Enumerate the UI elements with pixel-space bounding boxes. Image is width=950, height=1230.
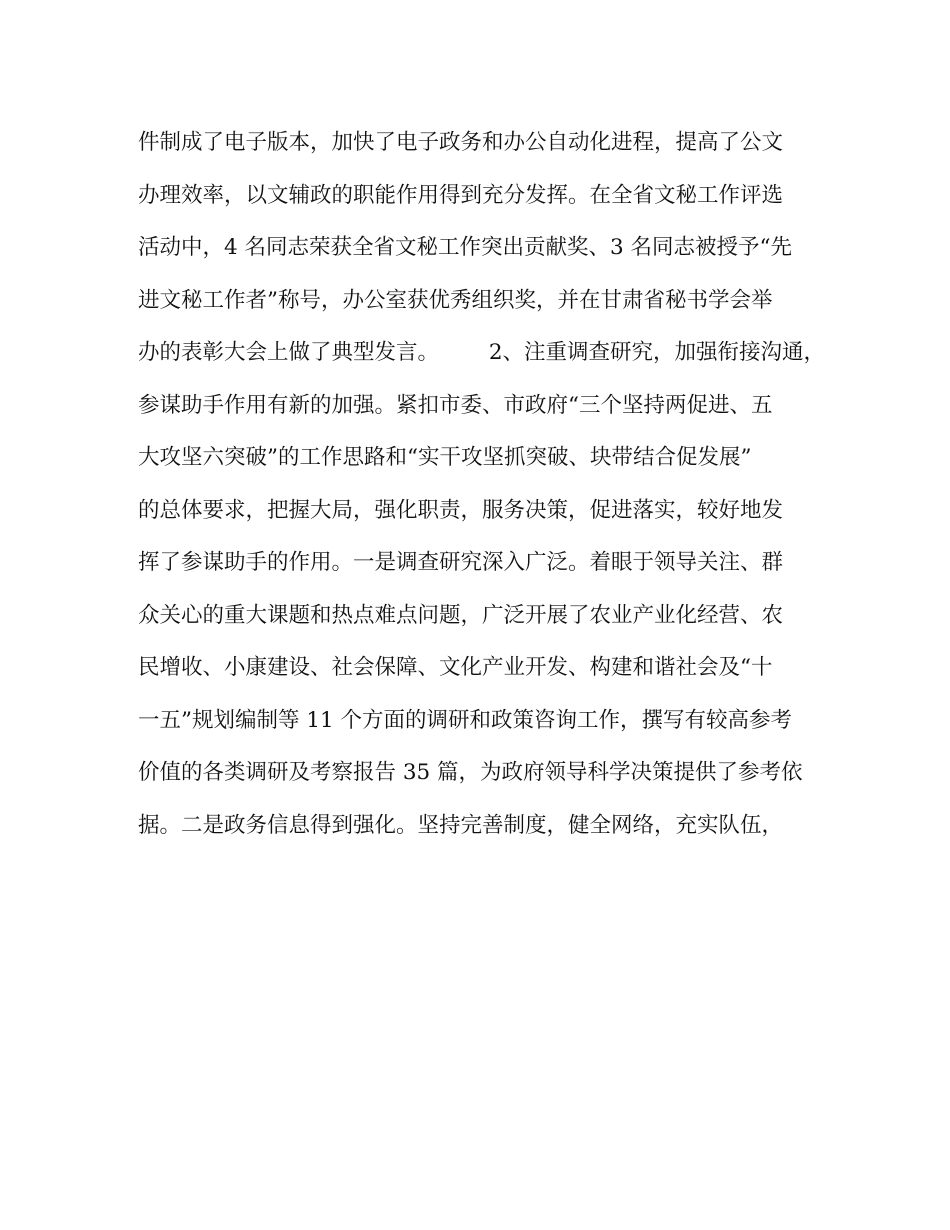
text-line: 参谋助手作用有新的加强。紧扣市委、市政府“三个坚持两促进、五 xyxy=(138,392,773,418)
text-line: 活动中，4 名同志荣获全省文秘工作突出贡献奖、3 名同志被授予“先 xyxy=(138,235,793,260)
text-line: 办的表彰大会上做了典型发言。 2、注重调查研究，加强衔接沟通， xyxy=(138,340,826,365)
text-line: 办理效率，以文辅政的职能作用得到充分发挥。在全省文秘工作评选 xyxy=(138,182,784,208)
text-line: 价值的各类调研及考察报告 35 篇，为政府领导科学决策提供了参考依 xyxy=(138,760,803,785)
text-line: 据。二是政务信息得到强化。坚持完善制度，健全网络，充实队伍， xyxy=(138,812,784,838)
text-line: 大攻坚六突破”的工作思路和“实干攻坚抓突破、块带结合促发展” xyxy=(138,445,752,470)
text-line: 的总体要求，把握大局，强化职责，服务决策，促进落实，较好地发 xyxy=(138,497,784,523)
text-line: 挥了参谋助手的作用。一是调查研究深入广泛。着眼于领导关注、群 xyxy=(138,550,784,575)
text-line: 众关心的重大课题和热点难点问题，广泛开展了农业产业化经营、农 xyxy=(138,602,784,628)
text-line: 民增收、小康建设、社会保障、文化产业开发、构建和谐社会及“十 xyxy=(138,655,773,680)
text-line: 件制成了电子版本，加快了电子政务和办公自动化进程，提高了公文 xyxy=(138,130,784,155)
text-line: 一五”规划编制等 11 个方面的调研和政策咨询工作，撰写有较高参考 xyxy=(138,707,793,733)
body-text xyxy=(138,122,838,857)
text-line: 进文秘工作者”称号，办公室获优秀组织奖，并在甘肃省秘书学会举 xyxy=(138,287,773,313)
